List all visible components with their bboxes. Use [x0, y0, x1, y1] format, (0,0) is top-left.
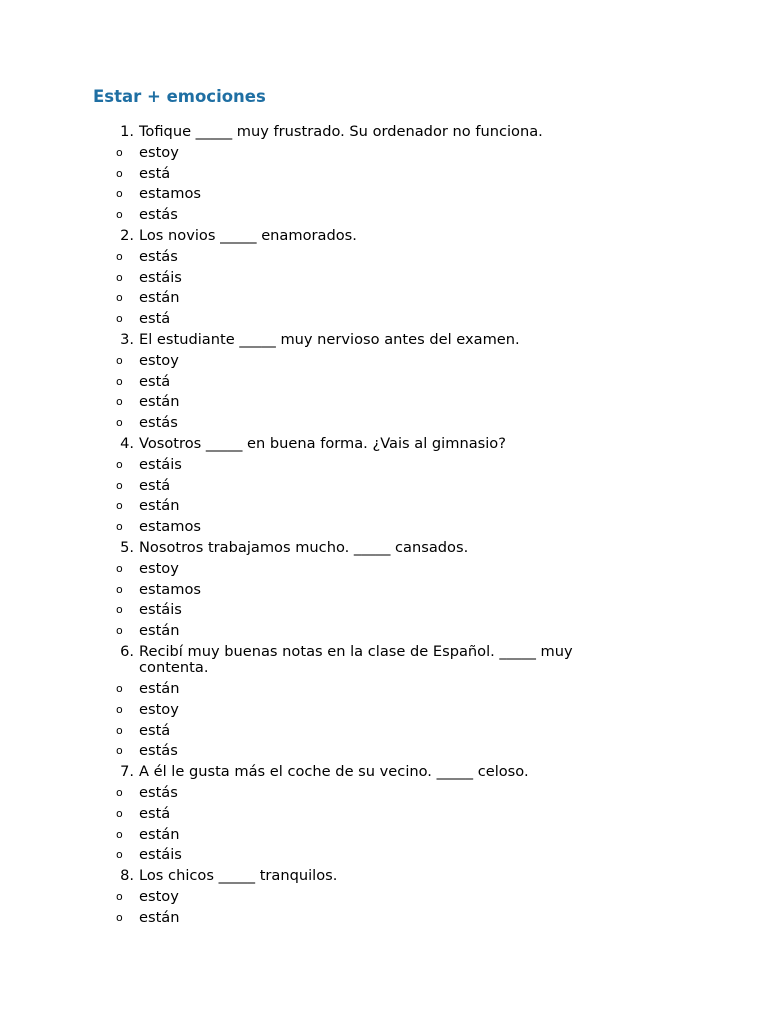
question-prompt: A él le gusta más el coche de su vecino. _____ celoso.	[139, 763, 529, 781]
bullet-icon: o	[116, 520, 123, 534]
option-text: está	[139, 372, 171, 390]
bullet-icon: o	[116, 910, 123, 924]
option-row	[0, 164, 768, 185]
option-row	[0, 247, 768, 268]
option-text: están	[139, 908, 180, 926]
option-row	[0, 268, 768, 289]
question-row	[0, 866, 768, 887]
option-row	[0, 887, 768, 908]
bullet-icon: o	[116, 416, 123, 430]
option-row	[0, 741, 768, 762]
option-text: estoy	[139, 351, 179, 369]
bullet-icon: o	[116, 166, 123, 180]
bullet-icon: o	[116, 499, 123, 513]
bullet-icon: o	[116, 208, 123, 222]
question-row	[0, 330, 768, 351]
bullet-icon: o	[116, 395, 123, 409]
bullet-icon: o	[116, 702, 123, 716]
bullet-icon: o	[116, 582, 123, 596]
bullet-icon: o	[116, 312, 123, 326]
option-text: está	[139, 721, 171, 739]
option-row	[0, 184, 768, 205]
option-row	[0, 476, 768, 497]
question-number: 4.	[120, 434, 134, 452]
option-text: están	[139, 497, 180, 515]
question-number: 6.	[120, 642, 134, 660]
question-number: 7.	[120, 763, 134, 781]
question-prompt: Los chicos _____ tranquilos.	[139, 867, 338, 885]
option-text: estáis	[139, 601, 182, 619]
option-row	[0, 600, 768, 621]
option-text: está	[139, 164, 171, 182]
option-row	[0, 413, 768, 434]
option-text: están	[139, 679, 180, 697]
option-text: está	[139, 476, 171, 494]
question-number: 3.	[120, 330, 134, 348]
option-row	[0, 845, 768, 866]
bullet-icon: o	[116, 889, 123, 903]
question-row	[0, 538, 768, 559]
question-prompt: Tofique _____ muy frustrado. Su ordenador no funciona.	[139, 123, 543, 140]
bullet-icon: o	[116, 744, 123, 758]
question-row	[0, 434, 768, 455]
option-text: estáis	[139, 455, 182, 473]
question-prompt: Nosotros trabajamos mucho. _____ cansados.	[139, 538, 469, 556]
question-prompt: Los novios _____ enamorados.	[139, 226, 357, 244]
question-row	[0, 762, 768, 783]
option-row	[0, 392, 768, 413]
bullet-icon: o	[116, 478, 123, 492]
question-row	[0, 122, 768, 143]
option-row	[0, 496, 768, 517]
option-text: están	[139, 393, 180, 411]
question-number: 5.	[120, 538, 134, 556]
option-text: están	[139, 825, 180, 843]
option-row	[0, 825, 768, 846]
quiz-list	[0, 122, 768, 928]
bullet-icon: o	[116, 145, 123, 159]
bullet-icon: o	[116, 806, 123, 820]
option-row	[0, 783, 768, 804]
bullet-icon: o	[116, 353, 123, 367]
option-row	[0, 804, 768, 825]
option-text: estás	[139, 783, 178, 801]
option-text: estamos	[139, 185, 201, 203]
option-row	[0, 288, 768, 309]
option-row	[0, 455, 768, 476]
bullet-icon: o	[116, 785, 123, 799]
question-number: 2.	[120, 226, 134, 244]
option-row	[0, 351, 768, 372]
question-row	[0, 642, 768, 679]
option-row	[0, 580, 768, 601]
question-row	[0, 226, 768, 247]
bullet-icon: o	[116, 848, 123, 862]
question-prompt: Vosotros _____ en buena forma. ¿Vais al gimnasio?	[139, 434, 506, 452]
option-row	[0, 205, 768, 226]
bullet-icon: o	[116, 681, 123, 695]
question-prompt: El estudiante _____ muy nervioso antes del examen.	[139, 330, 520, 348]
bullet-icon: o	[116, 723, 123, 737]
option-row	[0, 721, 768, 742]
option-text: estás	[139, 206, 178, 224]
bullet-icon: o	[116, 603, 123, 617]
option-text: estáis	[139, 846, 182, 864]
option-text: estoy	[139, 700, 179, 718]
bullet-icon: o	[116, 827, 123, 841]
option-row	[0, 309, 768, 330]
question-number: 8.	[120, 867, 134, 885]
bullet-icon: o	[116, 187, 123, 201]
option-text: está	[139, 310, 171, 328]
bullet-icon: o	[116, 249, 123, 263]
question-prompt: Recibí muy buenas notas en la clase de Español. _____ muy contenta.	[139, 642, 573, 677]
option-text: estamos	[139, 580, 201, 598]
option-text: están	[139, 622, 180, 640]
option-text: estoy	[139, 559, 179, 577]
bullet-icon: o	[116, 457, 123, 471]
option-text: estamos	[139, 518, 201, 536]
option-text: estoy	[139, 143, 179, 161]
option-text: estás	[139, 247, 178, 265]
option-row	[0, 143, 768, 164]
question-number: 1.	[120, 123, 134, 140]
option-text: estoy	[139, 887, 179, 905]
option-text: está	[139, 804, 171, 822]
option-row	[0, 621, 768, 642]
option-text: estáis	[139, 268, 182, 286]
option-text: estás	[139, 742, 178, 760]
bullet-icon: o	[116, 624, 123, 638]
bullet-icon: o	[116, 561, 123, 575]
option-row	[0, 679, 768, 700]
page-title: Estar + emociones	[93, 87, 266, 106]
option-row	[0, 559, 768, 580]
option-row	[0, 517, 768, 538]
bullet-icon: o	[116, 270, 123, 284]
option-row	[0, 700, 768, 721]
option-text: estás	[139, 414, 178, 432]
option-row	[0, 908, 768, 929]
option-row	[0, 372, 768, 393]
bullet-icon: o	[116, 374, 123, 388]
option-text: están	[139, 289, 180, 307]
bullet-icon: o	[116, 291, 123, 305]
